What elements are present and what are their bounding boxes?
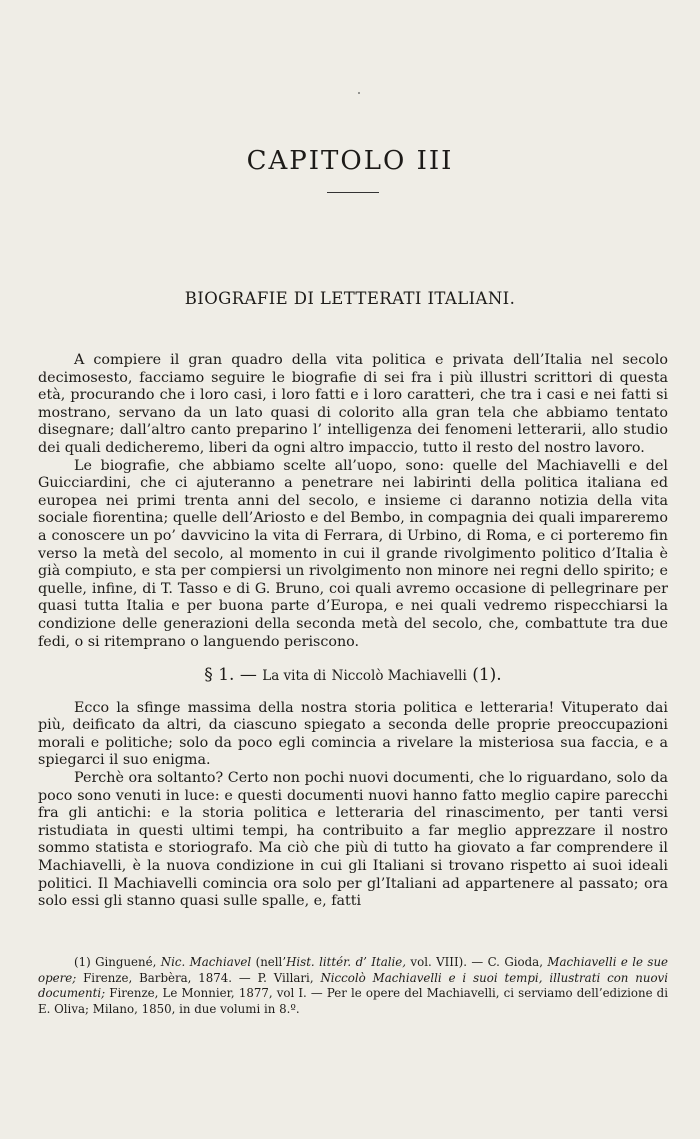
paragraph: Ecco la sfinge massima della nostra storia politica e letteraria! Vituperato dai più, deificato da altri, da ciascuno spiegato a seconda delle proprie preoccupazioni morali e politiche; solo da poco egli comincia a rivelare la misteriosa sua faccia, e a spiegarci il suo enigma. (38, 699, 668, 769)
chapter-rule (327, 192, 379, 193)
subsection-name: Niccolò Machiavelli (331, 668, 467, 685)
footnote-title: Hist. littér. d’ Italie, (286, 955, 407, 969)
print-speck (358, 92, 360, 94)
subsection-number: § 1. — (204, 665, 257, 686)
paragraph: A compiere il gran quadro della vita politica e privata dell’Italia nel secolo decimosesto, facciamo seguire le biografie di sei fra i più illustri scrittori di questa età, procurando che i loro casi, i loro fatti e i loro caratteri, che tra i casi e nei fatti si mostrano, servano da un lato quasi di colorito alla gran tela che abbiamo tentato disegnare; dall’altro canto preparino l’ intelligenza dei fenomeni letterarii, allo studio dei quali dedicheremo, liberi da ogni altro impaccio, tutto il resto del nostro lavoro. (38, 352, 668, 456)
section-heading: BIOGRAFIE DI LETTERATI ITALIANI. (184, 289, 516, 308)
footnote (38, 955, 668, 1017)
footnote-title: Niccolò Machiavelli e i suoi tempi, illustrati con nuovi documenti; (38, 970, 668, 1000)
chapter-title: CAPITOLO III (246, 146, 454, 176)
subsection-heading (38, 667, 668, 686)
subsection-title-prefix: La vita di (262, 668, 327, 685)
footnote-part: vol. VIII). — C. Gioda, (410, 955, 543, 969)
footnote-part: Firenze, Le Monnier, 1877, vol I. — Per le opere del Machiavelli, ci serviamo dell’edizione di E. Oliva; Milano, 1850, in due volumi in 8.º. (38, 986, 669, 1016)
footnote-part: (1) Ginguené, (74, 955, 157, 969)
body-text (38, 352, 668, 911)
footnote-part: Firenze, Barbèra, 1874. — P. Villari, (83, 970, 314, 985)
footnote-title: Nic. Machiavel (160, 955, 252, 969)
footnote-title: Machiavelli e le sue opere; (38, 955, 669, 985)
footnote-part: (nell’ (255, 955, 287, 969)
subsection-note-ref: (1). (472, 665, 502, 686)
paragraph: Perchè ora soltanto? Certo non pochi nuovi documenti, che lo riguardano, solo da poco sono venuti in luce: e questi documenti nuovi hanno fatto meglio capire parecchi fra gli antichi: e la storia politica e letteraria del rinascimento, per tanti versi ristudiata in questi ultimi tempi, ha contribuito a far meglio apprezzare il nostro sommo statista e storiografo. Ma ciò che più di tutto ha giovato a far comprendere il Machiavelli, è la nuova condizione in cui gli Italiani si trovano rispetto ai suoi ideali politici. Il Machiavelli comincia ora solo per gl’Italiani ad appartenere al passato; ora solo essi gli stanno quasi sulle spalle, e, fatti (38, 770, 668, 910)
paragraph: Le biografie, che abbiamo scelte all’uopo, sono: quelle del Machiavelli e del Guicciardini, che ci ajuteranno a penetrare nei labirinti della politica italiana ed europea nei primi trenta anni del secolo, e insieme ci daranno notizia della vita sociale fiorentina; quelle dell’Ariosto e del Bembo, in compagnia dei quali impareremo a conoscere un po’ davvicino la vita di Ferrara, di Urbino, di Roma, e ci porteremo fin verso la metà del secolo, al momento in cui il grande rivolgimento politico d’Italia è già compiuto, e sta per compiersi un rivolgimento non minore nei regni dello spirito; e quelle, infine, di T. Tasso e di G. Bruno, coi quali avremo occasione di pellegrinare per quasi tutta Italia e per buona parte d’Europa, e nei quali vedremo rispecchiarsi la condizione delle generazioni della seconda metà del secolo, che, combattute tra due fedi, o si ritemprano o languendo periscono. (38, 457, 668, 650)
